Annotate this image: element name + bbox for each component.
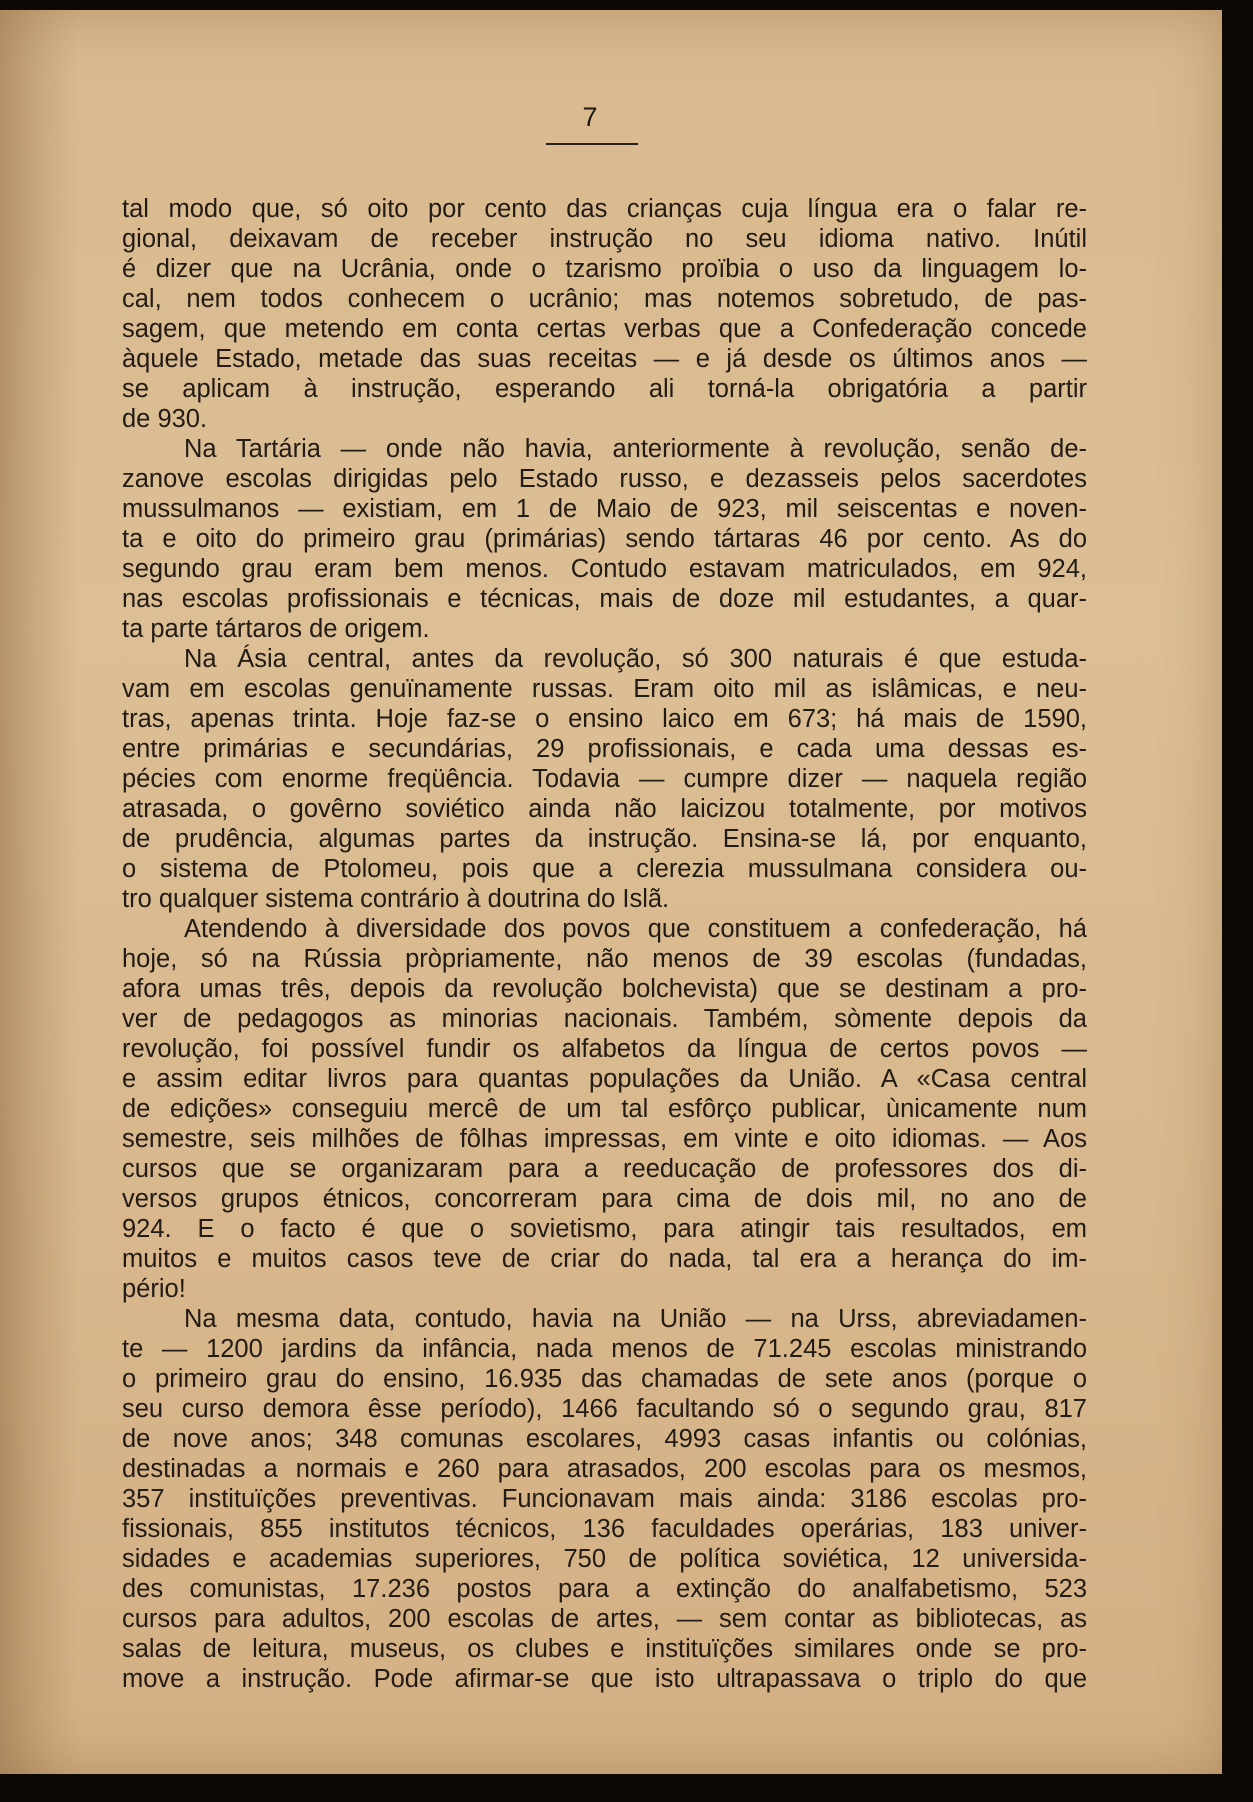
text-line: Na Ásia central, antes da revolução, só 300 naturais é que estuda- (184, 645, 1087, 673)
text-line: move a instrução. Pode afirmar-se que isto ultrapassava o triplo do que (122, 1665, 1087, 1693)
text-line: cursos que se organizaram para a reeducação de professores dos di- (122, 1155, 1087, 1183)
text-line: ver de pedagogos as minorias nacionais. Também, sòmente depois da (122, 1005, 1087, 1033)
paper-sheet (0, 10, 1222, 1774)
text-line: nas escolas profissionais e técnicas, mais de doze mil estudantes, a quar- (122, 585, 1087, 613)
text-line: o sistema de Ptolomeu, pois que a clerezia mussulmana considera ou- (122, 855, 1087, 883)
page-number-rule (546, 143, 638, 145)
text-line: de prudência, algumas partes da instrução. Ensina-se lá, por enquanto, (122, 825, 1087, 853)
page-number: 7 (582, 102, 598, 132)
text-line: tal modo que, só oito por cento das crianças cuja língua era o falar re- (122, 195, 1087, 223)
text-line: vam em escolas genuïnamente russas. Eram oito mil as islâmicas, e neu- (122, 675, 1087, 703)
text-line: sidades e academias superiores, 750 de política soviética, 12 universida- (122, 1545, 1087, 1573)
text-line: seu curso demora êsse período), 1466 facultando só o segundo grau, 817 (122, 1395, 1087, 1423)
text-line: des comunistas, 17.236 postos para a extinção do analfabetismo, 523 (122, 1575, 1087, 1603)
text-line: o primeiro grau do ensino, 16.935 das chamadas de sete anos (porque o (122, 1365, 1087, 1393)
text-line: pécies com enorme freqüência. Todavia — cumpre dizer — naquela região (122, 765, 1087, 793)
text-line: Na Tartária — onde não havia, anteriormente à revolução, senão de- (184, 435, 1087, 463)
text-line: segundo grau eram bem menos. Contudo estavam matriculados, em 924, (122, 555, 1087, 583)
text-line: cursos para adultos, 200 escolas de artes, — sem contar as bibliotecas, as (122, 1605, 1087, 1633)
text-line: tro qualquer sistema contrário à doutrina do Islã. (122, 885, 670, 913)
text-line: atrasada, o govêrno soviético ainda não laicizou totalmente, por motivos (122, 795, 1087, 823)
text-line: Na mesma data, contudo, havia na União — na Urss, abreviadamen- (184, 1305, 1087, 1333)
text-line: fissionais, 855 institutos técnicos, 136 faculdades operárias, 183 univer- (122, 1515, 1087, 1543)
text-line: pério! (122, 1275, 186, 1303)
text-line: zanove escolas dirigidas pelo Estado russo, e dezasseis pelos sacerdotes (122, 465, 1087, 493)
text-line: entre primárias e secundárias, 29 profissionais, e cada uma dessas es- (122, 735, 1087, 763)
text-line: cal, nem todos conhecem o ucrânio; mas notemos sobretudo, de pas- (122, 285, 1087, 313)
text-line: salas de leitura, museus, os clubes e instituïções similares onde se pro- (122, 1635, 1087, 1663)
text-line: muitos e muitos casos teve de criar do nada, tal era a herança do im- (122, 1245, 1087, 1273)
text-line: te — 1200 jardins da infância, nada menos de 71.245 escolas ministrando (122, 1335, 1087, 1363)
text-line: se aplicam à instrução, esperando ali torná-la obrigatória a partir (122, 375, 1087, 403)
text-line: de nove anos; 348 comunas escolares, 4993 casas infantis ou colónias, (122, 1425, 1087, 1453)
text-line: de 930. (122, 405, 208, 433)
text-line: de edições» conseguiu mercê de um tal esfôrço publicar, ùnicamente num (122, 1095, 1087, 1123)
text-line: hoje, só na Rússia pròpriamente, não menos de 39 escolas (fundadas, (122, 945, 1087, 973)
text-line: versos grupos étnicos, concorreram para cima de dois mil, no ano de (122, 1185, 1087, 1213)
text-line: 357 instituïções preventivas. Funcionavam mais ainda: 3186 escolas pro- (122, 1485, 1087, 1513)
body-text (122, 194, 1087, 1694)
text-line: àquele Estado, metade das suas receitas — e já desde os últimos anos — (122, 345, 1087, 373)
text-line: ta parte tártaros de origem. (122, 615, 430, 643)
text-line: semestre, seis milhões de fôlhas impressas, em vinte e oito idiomas. — Aos (122, 1125, 1087, 1153)
text-line: revolução, foi possível fundir os alfabetos da língua de certos povos — (122, 1035, 1087, 1063)
text-line: mussulmanos — existiam, em 1 de Maio de 923, mil seiscentas e noven- (122, 495, 1087, 523)
text-line: ta e oito do primeiro grau (primárias) sendo tártaras 46 por cento. As do (122, 525, 1087, 553)
text-line: Atendendo à diversidade dos povos que constituem a confederação, há (184, 915, 1087, 943)
text-line: e assim editar livros para quantas populações da União. A «Casa central (122, 1065, 1087, 1093)
text-line: sagem, que metendo em conta certas verbas que a Confederação concede (122, 315, 1087, 343)
text-line: gional, deixavam de receber instrução no seu idioma nativo. Inútil (122, 225, 1087, 253)
text-line: tras, apenas trinta. Hoje faz-se o ensino laico em 673; há mais de 1590, (122, 705, 1087, 733)
text-line: 924. E o facto é que o sovietismo, para atingir tais resultados, em (122, 1215, 1087, 1243)
text-line: afora umas três, depois da revolução bolchevista) que se destinam a pro- (122, 975, 1087, 1003)
text-line: destinadas a normais e 260 para atrasados, 200 escolas para os mesmos, (122, 1455, 1087, 1483)
text-line: é dizer que na Ucrânia, onde o tzarismo proïbia o uso da linguagem lo- (122, 255, 1087, 283)
